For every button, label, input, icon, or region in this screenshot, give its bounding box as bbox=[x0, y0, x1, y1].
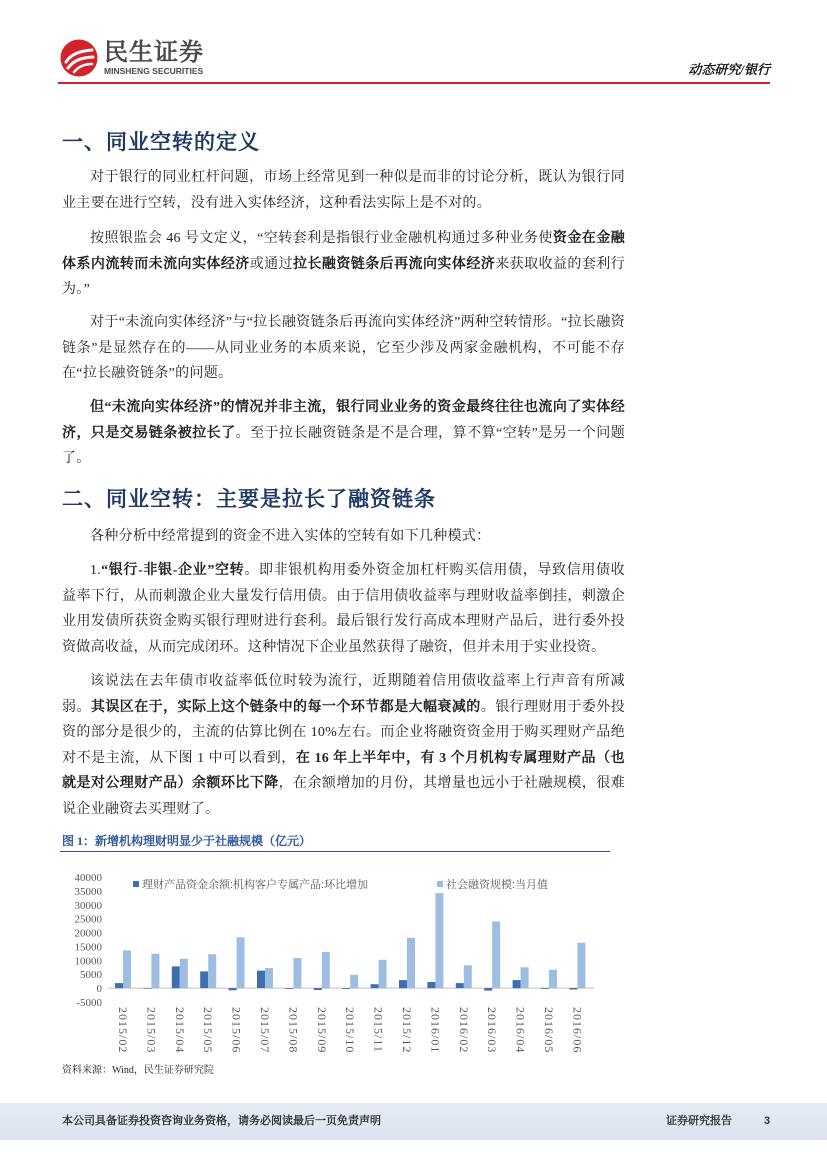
section-2-paragraph-1: 各种分析中经常提到的资金不进入实体的空转有如下几种模式： bbox=[90, 529, 491, 544]
bar-social-financing-2015-09 bbox=[322, 952, 330, 988]
report-body bbox=[62, 130, 625, 822]
bar-social-financing-2015-04 bbox=[180, 959, 188, 988]
legend-swatch-social-financing bbox=[437, 881, 443, 887]
minsheng-logo-icon bbox=[60, 39, 98, 77]
bar-institutional-wmp-change-2015-09 bbox=[314, 988, 322, 990]
section-2-paragraph-3 bbox=[62, 669, 625, 822]
section-1-paragraph-1: 对于银行的同业杠杆问题，市场上经常见到一种似是而非的讨论分析，既认为银行同业主要在进行空转，没有进入实体经济，这种看法实际上是不对的。 bbox=[62, 170, 625, 211]
page-number: 3 bbox=[764, 1115, 771, 1127]
bar-institutional-wmp-change-2015-08 bbox=[285, 988, 293, 989]
x-tick-label: 2015/03 bbox=[144, 1007, 159, 1054]
bold-text-run: 其误区在于，实际上这个链条中的每一个环节都是大幅衰减的 bbox=[90, 699, 481, 715]
bar-social-financing-2016-04 bbox=[521, 967, 529, 988]
figure-source: 资料来源：Wind，民生证券研究院 bbox=[62, 1065, 214, 1076]
text-run: 来获取收益的套利行为。” bbox=[62, 256, 626, 297]
x-tick-label: 2015/04 bbox=[172, 1007, 187, 1054]
logo-english-name: MINSHENG SECURITIES bbox=[104, 66, 204, 76]
bar-institutional-wmp-change-2016-03 bbox=[484, 988, 492, 991]
logo-chinese-name: 民生证券 bbox=[104, 39, 204, 66]
y-tick-label: 0 bbox=[96, 983, 102, 996]
chart-legend bbox=[133, 877, 548, 891]
text-run: 。即非银机构用委外资金加杠杆购买信用债，导致信用债收益率下行，从而刺激企业大量发行信用债。由于信用债收益率与理财收益率倒挂，刺激企业用发债所获资金购买银行理财进行套利。最后银行发行高成本理财产品后，进行委外投资做高收益，从而完成闭环。这种情况下企业虽然获得了融资，但并未用于实业投资。 bbox=[62, 563, 625, 655]
text-run: ，在余额增加的月份，其增量也远小于社融规模，很难说企业融资去买理财了。 bbox=[62, 776, 625, 817]
x-tick-label: 2015/02 bbox=[116, 1007, 130, 1054]
y-tick-label: 20000 bbox=[74, 927, 102, 940]
section-2-paragraph-2 bbox=[62, 558, 625, 660]
figure-caption-divider bbox=[60, 851, 610, 852]
section-1-paragraph-4 bbox=[62, 395, 625, 472]
x-tick-label: 2016/03 bbox=[485, 1007, 500, 1054]
bar-institutional-wmp-change-2015-03 bbox=[143, 988, 151, 989]
bar-social-financing-2015-05 bbox=[208, 954, 216, 988]
y-tick-label: 30000 bbox=[74, 899, 102, 912]
text-run: 该说法在去年债市收益率低位时较为流行，近期随着信用债收益率上行声音有所减弱。 bbox=[62, 674, 625, 715]
x-tick-label: 2015/11 bbox=[371, 1007, 386, 1053]
footer-report-type: 证券研究报告 bbox=[666, 1115, 732, 1127]
bold-text-run: 但“未流向实体经济”的情况并非主流，银行同业业务的资金最终往往也流向了实体经济，只是交易链条被拉长了 bbox=[62, 400, 625, 441]
bar-social-financing-2015-10 bbox=[350, 975, 358, 988]
x-tick-label: 2015/05 bbox=[201, 1007, 216, 1054]
text-run: 或通过 bbox=[249, 256, 294, 272]
footer-disclaimer: 本公司具备证券投资咨询业务资格，请务必阅读最后一页免责声明 bbox=[62, 1115, 381, 1127]
x-tick-label: 2016/01 bbox=[428, 1007, 443, 1054]
section-2-heading: 二、同业空转：主要是拉长了融资链条 bbox=[62, 488, 436, 511]
y-tick-label: 15000 bbox=[74, 941, 102, 954]
x-tick-label: 2015/06 bbox=[229, 1007, 244, 1054]
bar-social-financing-2015-11 bbox=[379, 960, 387, 988]
legend-label-institutional-wmp: 理财产品资金余额:机构客户专属产品:环比增加 bbox=[142, 879, 369, 891]
bar-institutional-wmp-change-2016-01 bbox=[427, 982, 435, 988]
bar-institutional-wmp-change-2015-10 bbox=[342, 988, 350, 989]
legend-swatch-institutional-wmp bbox=[133, 881, 139, 887]
y-tick-label: 40000 bbox=[74, 872, 102, 884]
section-1-paragraph-3: 对于“未流向实体经济”与“拉长融资链条后再流向实体经济”两种空转情形。“拉长融资链条”是显然存在的——从同业业务的本质来说，它至少涉及两家金融机构，不可能不存在“拉长融资链条”的问题。 bbox=[62, 315, 625, 381]
y-tick-label: 5000 bbox=[80, 969, 102, 982]
x-tick-label: 2016/02 bbox=[456, 1007, 471, 1054]
bold-text-run: 拉长融资链条后再流向实体经济 bbox=[293, 256, 496, 272]
bold-text-run: 在 16 年上半年中，有 3 个月机构专属理财产品（也就是对公理财产品）余额环比下降 bbox=[62, 750, 625, 791]
bar-institutional-wmp-change-2015-11 bbox=[371, 984, 379, 988]
bar-social-financing-2015-03 bbox=[151, 954, 159, 988]
header-divider bbox=[58, 82, 770, 84]
bar-social-financing-2016-05 bbox=[549, 970, 557, 988]
section-1-heading: 一、同业空转的定义 bbox=[62, 131, 260, 154]
report-category: 动态研究/银行 bbox=[688, 62, 770, 77]
bar-social-financing-2016-02 bbox=[464, 965, 472, 988]
footer-band bbox=[0, 1103, 827, 1140]
bar-social-financing-2015-07 bbox=[265, 968, 273, 988]
bar-social-financing-2015-12 bbox=[407, 938, 415, 988]
x-tick-label: 2016/05 bbox=[542, 1007, 556, 1054]
y-tick-label: 10000 bbox=[74, 955, 102, 968]
x-tick-label: 2015/12 bbox=[400, 1007, 414, 1054]
chart-axes bbox=[75, 872, 595, 1009]
bar-institutional-wmp-change-2016-02 bbox=[456, 983, 464, 988]
bar-institutional-wmp-change-2015-06 bbox=[229, 988, 237, 990]
bar-social-financing-2016-01 bbox=[435, 893, 443, 988]
company-logo bbox=[60, 38, 230, 80]
section-1-paragraph-2 bbox=[62, 226, 625, 303]
legend-label-social-financing: 社会融资规模:当月值 bbox=[446, 879, 549, 891]
y-tick-label: -5000 bbox=[76, 997, 102, 1009]
bar-social-financing-2016-03 bbox=[492, 921, 500, 988]
bar-institutional-wmp-change-2015-07 bbox=[257, 971, 265, 989]
x-tick-label: 2015/08 bbox=[286, 1007, 301, 1054]
text-run: 按照银监会 46 号文定义，“空转套利是指银行业金融机构通过多种业务使 bbox=[90, 231, 553, 246]
bar-institutional-wmp-change-2015-04 bbox=[172, 966, 180, 988]
x-tick-label: 2016/04 bbox=[513, 1007, 528, 1054]
figure-caption: 图 1：新增机构理财明显少于社融规模（亿元） bbox=[62, 834, 312, 848]
chart-bars bbox=[115, 893, 585, 991]
text-run: 。银行理财用于委外投资的部分是很少的，主流的估算比例在 10%左右。而企业将融资资金用于购买理财产品绝对不是主流，从下图 1 中可以看到， bbox=[62, 699, 626, 766]
bar-social-financing-2016-06 bbox=[577, 943, 585, 988]
bold-text-run: “银行-非银-企业”空转 bbox=[101, 563, 245, 578]
y-tick-label: 35000 bbox=[74, 885, 102, 898]
bar-social-financing-2015-06 bbox=[237, 937, 245, 988]
bar-institutional-wmp-change-2016-05 bbox=[541, 988, 549, 989]
bar-social-financing-2015-08 bbox=[293, 958, 301, 988]
bar-institutional-wmp-change-2015-02 bbox=[115, 983, 123, 988]
x-tick-label: 2016/06 bbox=[570, 1007, 585, 1054]
bar-chart bbox=[60, 860, 615, 1062]
bar-institutional-wmp-change-2016-04 bbox=[513, 980, 521, 988]
x-tick-label: 2015/10 bbox=[343, 1007, 358, 1054]
text-run: 1. bbox=[90, 563, 102, 578]
x-tick-label: 2015/07 bbox=[258, 1007, 272, 1054]
chart-x-axis-labels bbox=[116, 1007, 584, 1053]
bold-text-run: 资金在金融体系内流转而未流向实体经济 bbox=[62, 231, 625, 272]
bar-social-financing-2015-02 bbox=[123, 950, 131, 988]
text-run: 。至于拉长融资链条是不是合理，算不算“空转”是另一个问题了。 bbox=[62, 425, 625, 466]
x-tick-label: 2015/09 bbox=[314, 1007, 329, 1054]
bar-institutional-wmp-change-2015-12 bbox=[399, 980, 407, 988]
bar-institutional-wmp-change-2016-06 bbox=[569, 988, 577, 989]
bar-institutional-wmp-change-2015-05 bbox=[200, 971, 208, 988]
y-tick-label: 25000 bbox=[74, 913, 102, 926]
